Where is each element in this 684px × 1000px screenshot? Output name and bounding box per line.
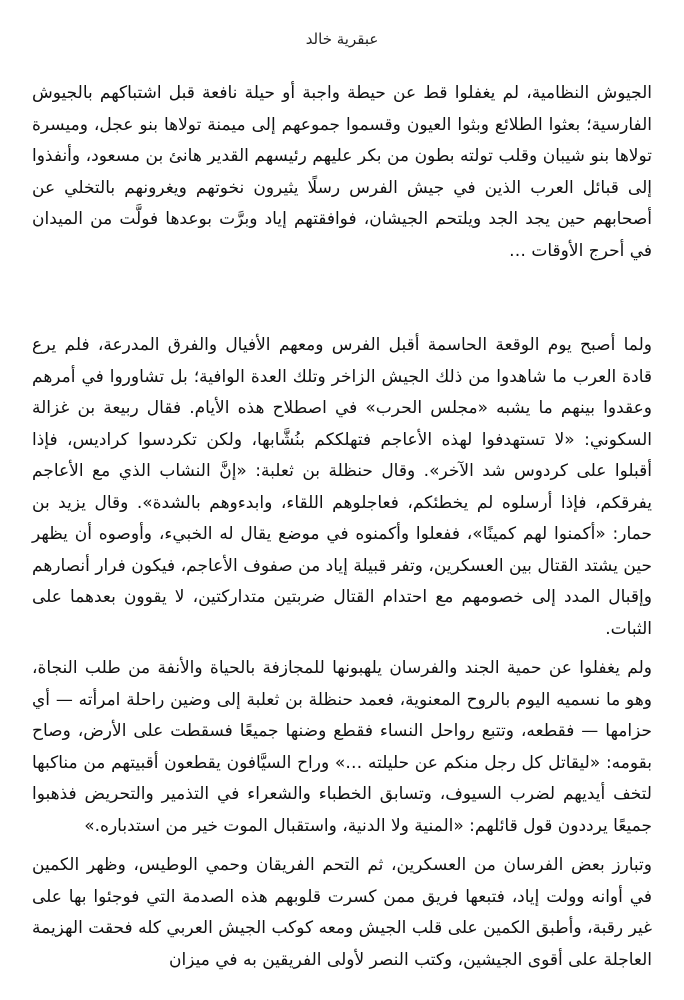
- paragraph-4: وتبارز بعض الفرسان من العسكرين، ثم التحم الفريقان وحمي الوطيس، وظهر الكمين في أوانه وولت إياد، فتبعها فريق ممن كسرت قلوبهم هذه الصدمة التي فوجئوا بها على غير رقبة، وأطبق الكمين على قلب الجيش ومعه كوكب الجيش العربي كله فحقت الهزيمة العاجلة على أقوى الجيشين، وكتب النصر لأولى الفريقين به في ميزان: [32, 855, 652, 970]
- paragraph-2: ولما أصبح يوم الوقعة الحاسمة أقبل الفرس ومعهم الأفيال والفرق المدرعة، فلم يرع قادة العرب ما شاهدوا من ذلك الجيش الزاخر وتلك العدة الوافية؛ بل تشاوروا في أمرهم وعقدوا بينهم ما يشبه «مجلس الحرب» في اصطلاح هذه الأيام. فقال ربيعة بن غزالة السكوني: «لا تستهدفوا لهذه الأعاجم فتهلككم بنُشَّابها، ولكن تكردسوا كراديس، فإذا أقبلوا على كردوس شد الآخر». وقال حنظلة بن ثعلبة: «إنَّ النشاب الذي مع الأعاجم يفرقكم، فإذا أرسلوه لم يخطئكم، فعاجلوهم اللقاء، وابدءوهم بالشدة». وقال يزيد بن حمار: «أكمنوا لهم كمينًا»، ففعلوا وأكمنوه في موضع يقال له الخبيء، وأوصوه أن يظهر حين يشتد القتال بين العسكرين، وتفر قبيلة إياد من صفوف الأعاجم، فيكون فرار أنصارهم وإقبال المدد إلى خصومهم مع احتدام القتال ضربتين متداركتين، لا يقوون بعدهما على الثبات.: [32, 335, 652, 639]
- paragraph-1: الجيوش النظامية، لم يغفلوا قط عن حيطة واجبة أو حيلة نافعة قبل اشتباكهم بالجيوش الفارسية؛ بعثوا الطلائع وبثوا العيون وقسموا جموعهم إلى ميمنة تولاها بنو عجل، وميسرة تولاها بنو شيبان وقلب تولته بطون من بكر عليهم رئيسهم القدير هانئ بن مسعود، وأنفذوا إلى قبائل العرب الذين في جيش الفرس رسلًا يثيرون نخوتهم ويغرونهم بالتخلي عن أصحابهم حين يجد الجد ويلتحم الجيشان، فوافقتهم إياد وبرَّت بوعدها فولَّت من الميدان في أحرج الأوقات …: [32, 83, 652, 261]
- paragraph-3: ولم يغفلوا عن حمية الجند والفرسان يلهبونها للمجازفة بالحياة والأنفة من طلب النجاة، وهو ما نسميه اليوم بالروح المعنوية، فعمد حنظلة بن ثعلبة إلى وضين راحلة امرأته — أي حزامها — فقطعه، وتتبع رواحل النساء فقطع وضنها جميعًا فسقطت على الأرض، وصاح بقومه: «ليقاتل كل رجل منكم عن حليلته …» وراح السيَّافون يقطعون أقبيتهم من مناكبها لتخف أيديهم لضرب السيوف، وتسابق الخطباء والشعراء في التذمير والتحريض فذهبوا جميعًا يرددون قول قائلهم: «المنية ولا الدنية، واستقبال الموت خير من استدباره.»: [32, 658, 652, 836]
- page-header-title: عبقرية خالد: [305, 30, 379, 48]
- document-body: [32, 78, 652, 976]
